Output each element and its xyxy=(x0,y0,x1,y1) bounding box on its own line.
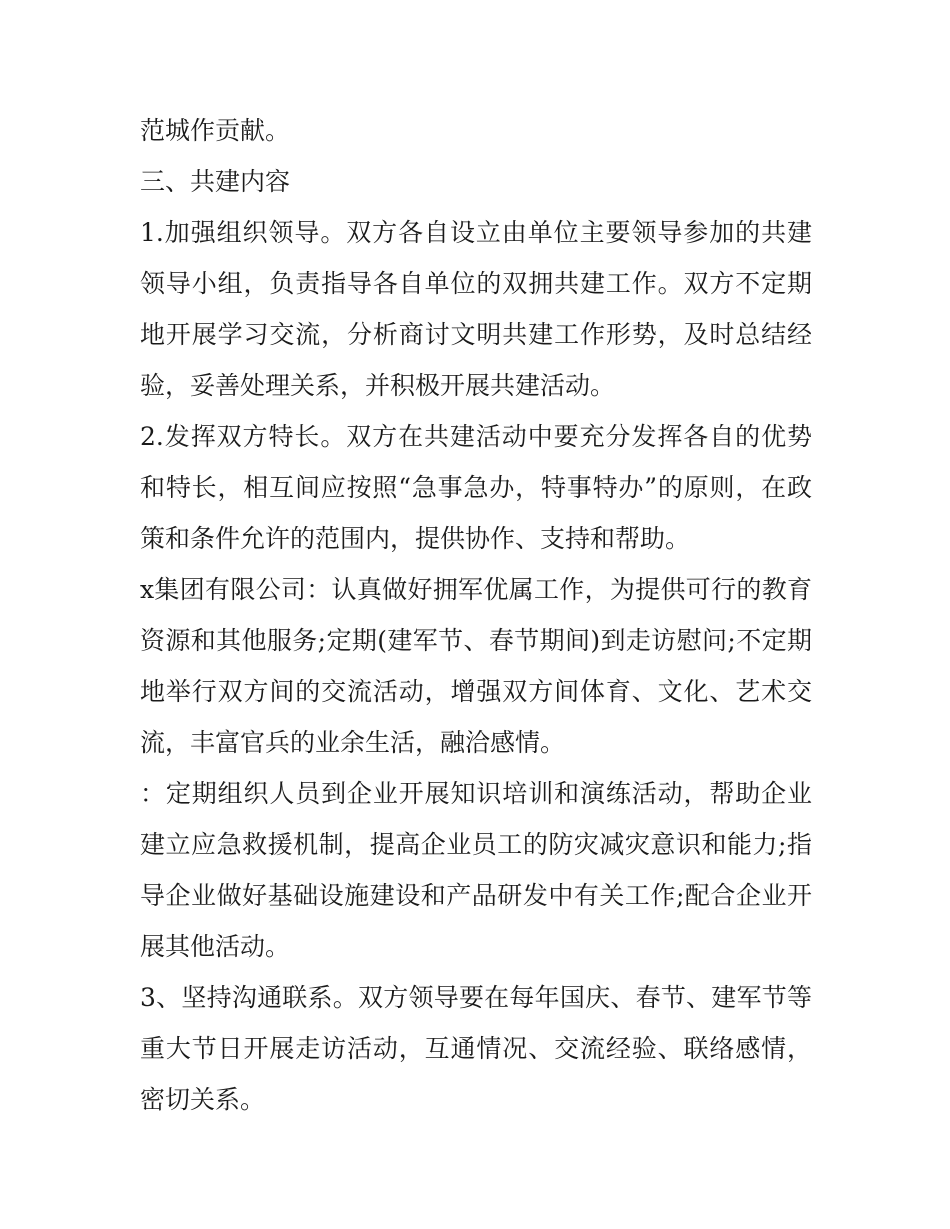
paragraph-company-duties: x集团有限公司：认真做好拥军优属工作，为提供可行的教育资源和其他服务;定期(建军节、春节期间)到走访慰问;不定期地举行双方间的交流活动，增强双方间体育、文化、艺术交流，丰富官兵的业余生活，融洽感情。 xyxy=(140,575,812,757)
paragraph-unit-duties: ：定期组织人员到企业开展知识培训和演练活动，帮助企业建立应急救援机制，提高企业员工的防灾减灾意识和能力;指导企业做好基础设施建设和产品研发中有关工作;配合企业开展其他活动。 xyxy=(140,779,812,961)
paragraph-closing-line: 范城作贡献。 xyxy=(140,116,291,145)
document-body xyxy=(140,105,812,1125)
paragraph-item-3: 3、坚持沟通联系。双方领导要在每年国庆、春节、建军节等重大节日开展走访活动，互通情况、交流经验、联络感情，密切关系。 xyxy=(140,983,812,1114)
paragraph-item-2: 2.发挥双方特长。双方在共建活动中要充分发挥各自的优势和特长，相互间应按照“急事急办，特事特办”的原则，在政策和条件允许的范围内，提供协作、支持和帮助。 xyxy=(140,422,812,553)
section-heading: 三、共建内容 xyxy=(140,167,291,196)
paragraph-item-1: 1.加强组织领导。双方各自设立由单位主要领导参加的共建领导小组，负责指导各自单位的双拥共建工作。双方不定期地开展学习交流，分析商讨文明共建工作形势，及时总结经验，妥善处理关系，并积极开展共建活动。 xyxy=(140,218,812,400)
